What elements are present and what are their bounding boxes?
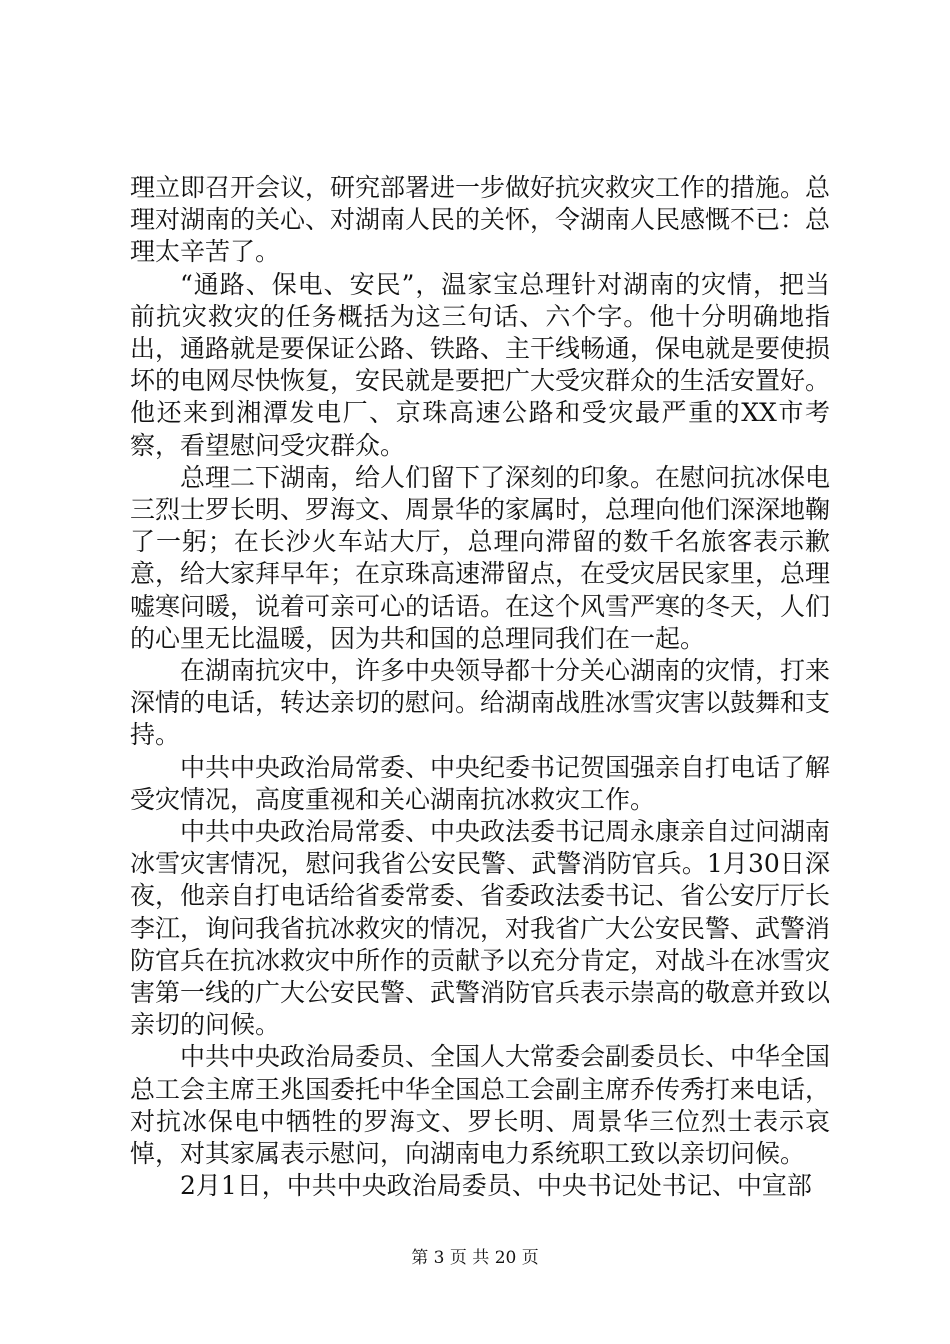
paragraph-5: 中共中央政治局常委、中央纪委书记贺国强亲自打电话了解受灾情况，高度重视和关心湖南抗冰救灾工作。 — [130, 752, 831, 814]
document-body — [130, 172, 830, 1203]
paragraph-2: “通路、保电、安民”，温家宝总理针对湖南的灾情，把当前抗灾救灾的任务概括为这三句话、六个字。他十分明确地指出，通路就是要保证公路、铁路、主干线畅通，保电就是要使损坏的电网尽快恢复，安民就是要把广大受灾群众的生活安置好。他还来到湘潭发电厂、京珠高速公路和受灾最严重的XX市考察，看望慰问受灾群众。 — [130, 269, 831, 460]
paragraph-6: 中共中央政治局常委、中央政法委书记周永康亲自过问湖南冰雪灾害情况，慰问我省公安民警、武警消防官兵。1月30日深夜，他亲自打电话给省委常委、省委政法委书记、省公安厅厅长李江，询问我省抗冰救灾的情况，对我省广大公安民警、武警消防官兵在抗冰救灾中所作的贡献予以充分肯定，对战斗在冰雪灾害第一线的广大公安民警、武警消防官兵表示崇高的敬意并致以亲切的问候。 — [130, 817, 831, 1040]
paragraph-7: 中共中央政治局委员、全国人大常委会副委员长、中华全国总工会主席王兆国委托中华全国总工会副主席乔传秀打来电话，对抗冰保电中牺牲的罗海文、罗长明、周景华三位烈士表示哀悼，对其家属表示慰问，向湖南电力系统职工致以亲切问候。 — [130, 1042, 831, 1169]
paragraph-4: 在湖南抗灾中，许多中央领导都十分关心湖南的灾情，打来深情的电话，转达亲切的慰问。给湖南战胜冰雪灾害以鼓舞和支持。 — [130, 656, 831, 750]
paragraph-3: 总理二下湖南，给人们留下了深刻的印象。在慰问抗冰保电三烈士罗长明、罗海文、周景华的家属时，总理向他们深深地鞠了一躬；在长沙火车站大厅，总理向滞留的数千名旅客表示歉意，给大家拜早年；在京珠高速滞留点，在受灾居民家里，总理嘘寒问暖，说着可亲可心的话语。在这个风雪严寒的冬天，人们的心里无比温暖，因为共和国的总理同我们在一起。 — [130, 462, 831, 653]
paragraph-1: 理立即召开会议，研究部署进一步做好抗灾救灾工作的措施。总理对湖南的关心、对湖南人民的关怀，令湖南人民感慨不已：总理太辛苦了。 — [130, 173, 831, 267]
paragraph-8: 2月1日，中共中央政治局委员、中央书记处书记、中宣部 — [180, 1171, 812, 1201]
page-footer: 第 3 页 共 20 页 — [411, 1248, 539, 1268]
